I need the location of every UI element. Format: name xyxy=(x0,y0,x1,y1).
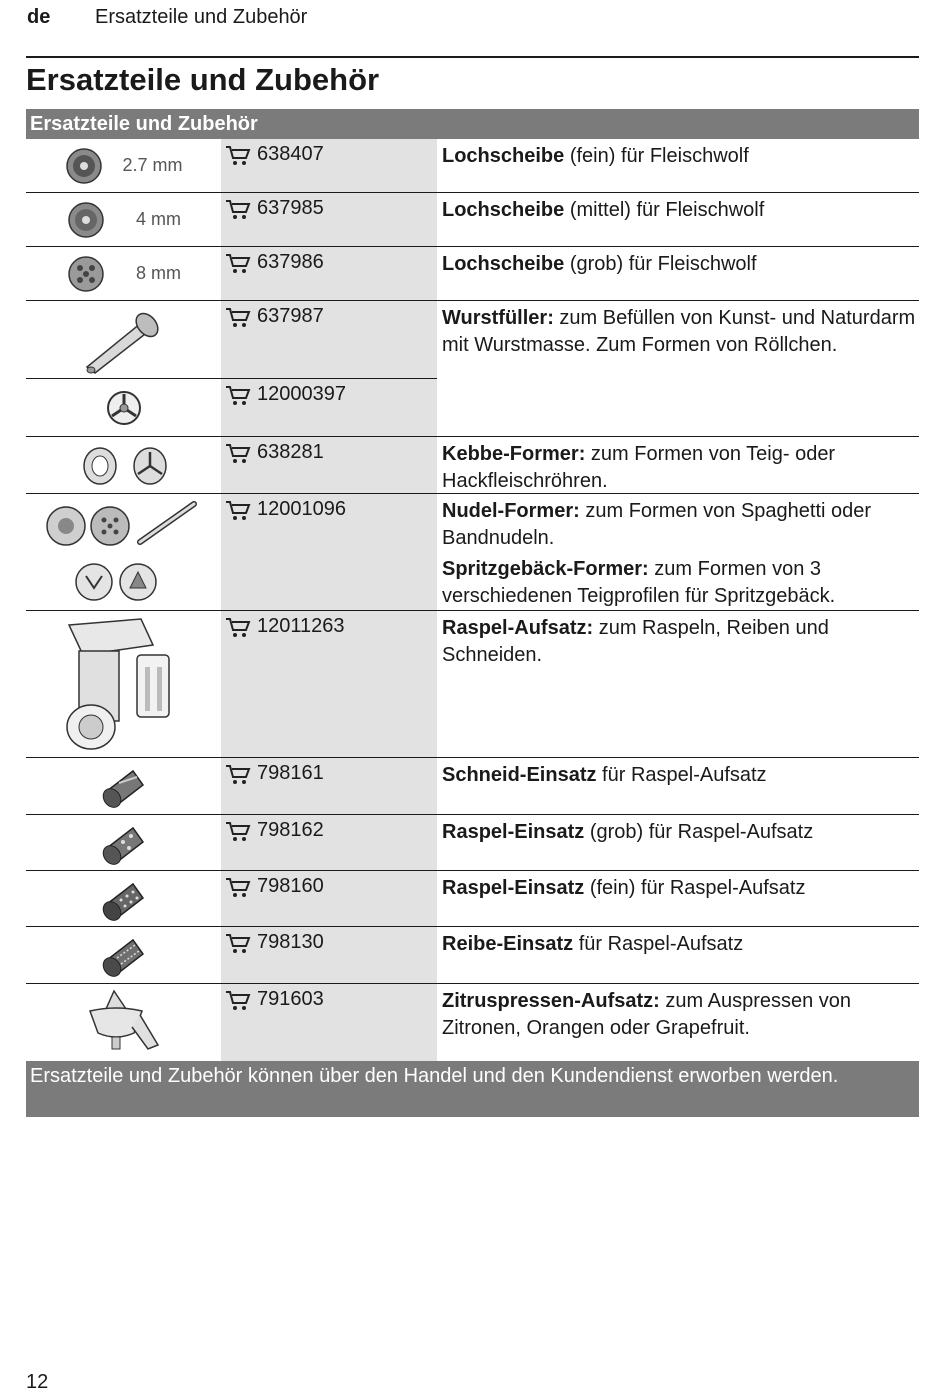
part-detail: zum Raspeln, Reiben und Schneiden. xyxy=(442,617,829,666)
part-number-cell xyxy=(221,494,437,610)
part-image xyxy=(26,193,221,246)
shredder-attachment-icon xyxy=(49,615,199,753)
part-image xyxy=(26,301,221,378)
part-name: Raspel-Einsatz xyxy=(442,821,585,843)
citrus-press-icon xyxy=(84,987,164,1059)
part-number-cell xyxy=(221,758,437,814)
language-code: de xyxy=(27,6,51,28)
part-name: Lochscheibe xyxy=(442,253,565,275)
part-image xyxy=(26,437,221,493)
perforated-disc-icon xyxy=(66,200,106,240)
part-detail: für Raspel-Aufsatz xyxy=(573,933,744,955)
part-description xyxy=(437,815,919,870)
part-description xyxy=(437,871,919,926)
hole-size-label: 2.7 mm xyxy=(122,155,183,175)
cutting-drum-icon xyxy=(99,763,149,809)
page-title: Ersatzteile und Zubehör xyxy=(26,62,380,97)
part-number: 637985 xyxy=(257,197,324,219)
part-image xyxy=(26,984,221,1062)
table-header: Ersatzteile und Zubehör xyxy=(26,109,919,139)
cart-icon xyxy=(225,763,251,785)
parts-table xyxy=(26,109,919,1062)
cart-icon xyxy=(225,616,251,638)
table-row xyxy=(26,193,919,247)
part-name: Wurstfüller: xyxy=(442,307,554,329)
part-detail: zum Formen von Spaghetti oder Bandnudeln. xyxy=(442,500,872,549)
part-description xyxy=(437,301,919,436)
cart-icon xyxy=(225,932,251,954)
part-description xyxy=(437,758,919,814)
page-number: 12 xyxy=(26,1371,49,1393)
part-image xyxy=(26,494,221,610)
part-name: Zitruspressen-Aufsatz: xyxy=(442,990,660,1012)
part-name: Lochscheibe xyxy=(442,145,565,167)
cart-icon xyxy=(225,989,251,1011)
table-row xyxy=(26,611,919,758)
part-number: 12000397 xyxy=(257,383,346,405)
table-row xyxy=(26,758,919,815)
table-row xyxy=(26,247,919,301)
table-row xyxy=(26,984,919,1062)
cart-icon xyxy=(225,252,251,274)
part-number: 798161 xyxy=(257,762,324,784)
cart-icon xyxy=(225,820,251,842)
part-number: 12001096 xyxy=(257,498,346,520)
table-row xyxy=(26,139,919,193)
table-row xyxy=(26,437,919,494)
part-description xyxy=(437,611,919,757)
part-description xyxy=(437,193,919,246)
part-image xyxy=(26,139,221,192)
cart-icon xyxy=(225,876,251,898)
part-detail: (mittel) für Fleischwolf xyxy=(564,199,765,221)
star-disc-icon xyxy=(104,388,144,428)
availability-note: Ersatzteile und Zubehör können über den Handel und den Kundendienst erworben werden. xyxy=(26,1061,919,1117)
part-number-cell xyxy=(221,871,437,926)
part-number-cell xyxy=(221,437,437,493)
pasta-former-set-icon xyxy=(44,498,204,606)
table-row xyxy=(26,301,919,437)
perforated-disc-icon xyxy=(64,146,104,186)
part-number: 791603 xyxy=(257,988,324,1010)
part-name: Raspel-Einsatz xyxy=(442,877,585,899)
part-number-cell xyxy=(221,611,437,757)
part-image xyxy=(26,379,221,436)
part-name: Kebbe-Former: xyxy=(442,443,586,465)
part-name: Lochscheibe xyxy=(442,199,565,221)
table-row xyxy=(26,927,919,984)
part-image xyxy=(26,815,221,870)
part-number: 637987 xyxy=(257,305,324,327)
part-number-cell xyxy=(221,139,437,192)
part-number: 798130 xyxy=(257,931,324,953)
part-image xyxy=(26,247,221,300)
part-number: 798160 xyxy=(257,875,324,897)
header-divider xyxy=(26,56,919,58)
cart-icon xyxy=(225,499,251,521)
part-number-cell xyxy=(221,301,437,378)
cart-icon xyxy=(225,306,251,328)
part-detail: zum Formen von Teig- oder Hackfleischröhren. xyxy=(442,443,836,492)
part-number-cell xyxy=(221,927,437,983)
part-name: Reibe-Einsatz xyxy=(442,933,574,955)
sausage-filler-icon xyxy=(79,305,169,375)
table-row xyxy=(26,494,919,611)
fine-grater-drum-icon xyxy=(99,876,149,922)
running-header: Ersatzteile und Zubehör xyxy=(95,6,308,28)
part-detail: (fein) für Raspel-Aufsatz xyxy=(584,877,806,899)
part-number: 638281 xyxy=(257,441,324,463)
part-description xyxy=(437,437,919,493)
part-number-cell xyxy=(221,815,437,870)
part-image xyxy=(26,871,221,926)
cart-icon xyxy=(225,442,251,464)
part-description xyxy=(437,247,919,300)
part-detail: zum Formen von 3 verschiedenen Teigprofilen für Spritzgebäck. xyxy=(442,558,836,607)
part-number: 798162 xyxy=(257,819,324,841)
hole-size-label: 8 mm xyxy=(136,263,181,283)
part-description xyxy=(437,494,919,610)
part-number-cell xyxy=(221,193,437,246)
part-description xyxy=(437,139,919,192)
coarse-grater-drum-icon xyxy=(99,820,149,866)
part-number-cell xyxy=(221,379,437,436)
part-name: Spritzgebäck-Former: xyxy=(442,558,649,580)
part-detail: zum Auspressen von Zitronen, Orangen oder Grapefruit. xyxy=(442,990,852,1039)
part-number: 637986 xyxy=(257,251,324,273)
cart-icon xyxy=(225,384,251,406)
cart-icon xyxy=(225,198,251,220)
part-number: 638407 xyxy=(257,143,324,165)
part-number-cell xyxy=(221,247,437,300)
hole-size-label: 4 mm xyxy=(136,209,181,229)
kebbe-former-icon xyxy=(74,442,174,488)
part-name: Nudel-Former: xyxy=(442,500,580,522)
cart-icon xyxy=(225,144,251,166)
perforated-disc-icon xyxy=(66,254,106,294)
part-number: 12011263 xyxy=(257,615,345,637)
table-row xyxy=(26,871,919,927)
part-detail: zum Befüllen von Kunst- und Naturdarm mit Wurstmasse. Zum Formen von Röllchen. xyxy=(442,307,916,356)
part-name: Schneid-Einsatz xyxy=(442,764,597,786)
part-image xyxy=(26,611,221,757)
part-image xyxy=(26,927,221,983)
part-detail: für Raspel-Aufsatz xyxy=(596,764,767,786)
part-image xyxy=(26,758,221,814)
grating-drum-icon xyxy=(99,932,149,978)
part-detail: (grob) für Fleischwolf xyxy=(564,253,757,275)
part-name: Raspel-Aufsatz: xyxy=(442,617,594,639)
part-detail: (fein) für Fleischwolf xyxy=(564,145,749,167)
part-number-cell xyxy=(221,984,437,1062)
part-description xyxy=(437,984,919,1062)
part-description xyxy=(437,927,919,983)
table-row xyxy=(26,815,919,871)
part-detail: (grob) für Raspel-Aufsatz xyxy=(584,821,814,843)
